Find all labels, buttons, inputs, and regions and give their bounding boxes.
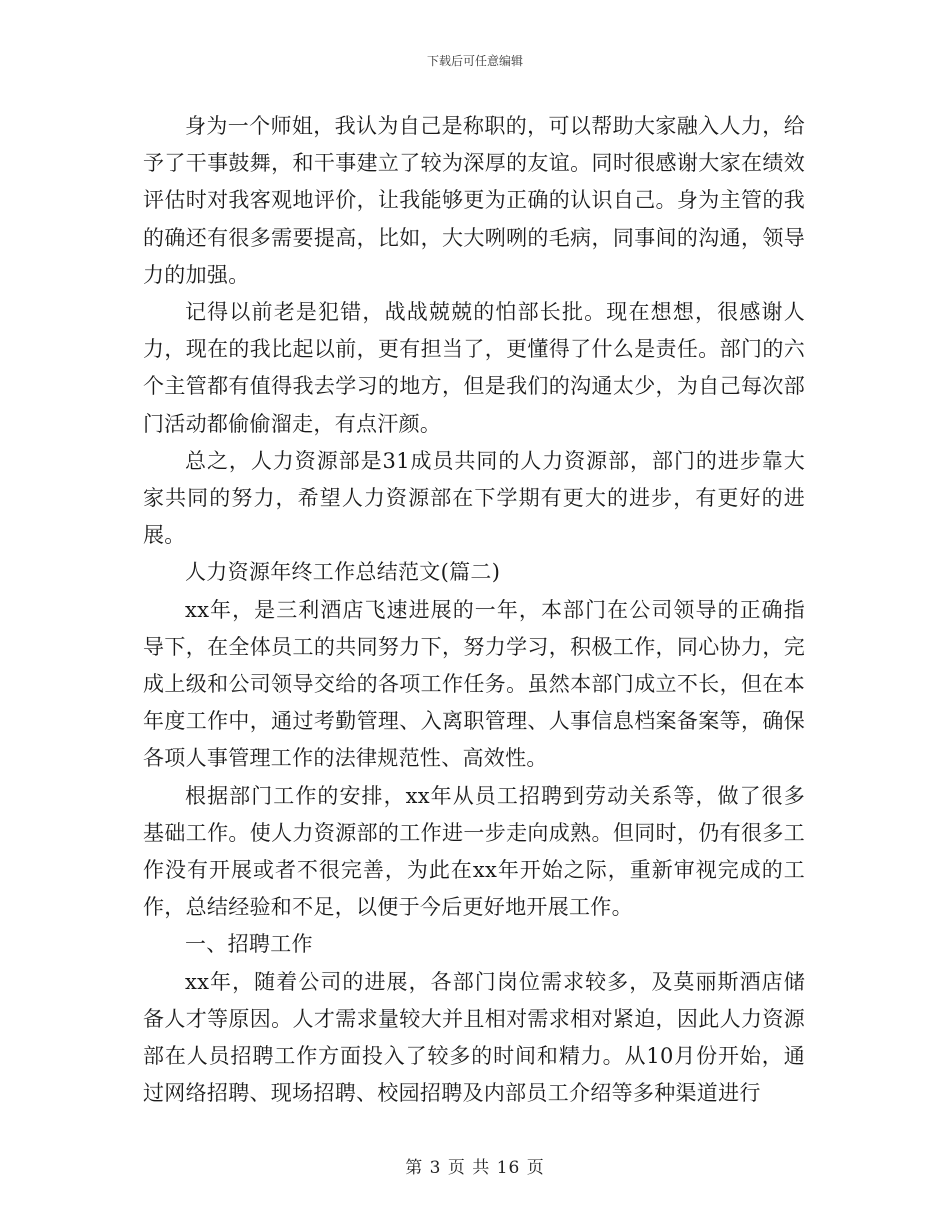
section-heading: 一、招聘工作: [185, 932, 313, 957]
paragraph: 身为一个师姐，我认为自己是称职的，可以帮助大家融入人力，给予了干事鼓舞，和干事建立了较为深厚的友谊。同时很感谢大家在绩效评估时对我客观地评价，让我能够更为正确的认识自己。身为主管的我的确还有很多需要提高，比如，大大咧咧的毛病，同事间的沟通，领导力的加强。: [143, 114, 805, 287]
paragraph: xx年，是三利酒店飞速进展的一年，本部门在公司领导的正确指导下，在全体员工的共同努力下，努力学习，积极工作，同心协力，完成上级和公司领导交给的各项工作任务。虽然本部门成立不长，但在本年度工作中，通过考勤管理、入离职管理、人事信息档案备案等，确保各项人事管理工作的法律规范性、高效性。: [143, 597, 805, 771]
paragraph: 记得以前老是犯错，战战兢兢的怕部长批。现在想想，很感谢人力，现在的我比起以前，更有担当了，更懂得了什么是责任。部门的六个主管都有值得我去学习的地方，但是我们的沟通太少，为自己每次部门活动都偷偷溜走，有点汗颜。: [143, 300, 805, 436]
paragraph: xx年，随着公司的进展，各部门岗位需求较多，及莫丽斯酒店储备人才等原因。人才需求量较大并且相对需求相对紧迫，因此人力资源部在人员招聘工作方面投入了较多的时间和精力。从10月份开始，通过网络招聘、现场招聘、校园招聘及内部员工介绍等多种渠道进行: [143, 969, 805, 1106]
paragraph: 根据部门工作的安排，xx年从员工招聘到劳动关系等，做了很多基础工作。使人力资源部的工作进一步走向成熟。但同时，仍有很多工作没有开展或者不很完善，为此在xx年开始之际，重新审视完成的工作，总结经验和不足，以便于今后更好地开展工作。: [143, 783, 805, 920]
document-body: [143, 108, 805, 1112]
paragraph: 总之，人力资源部是31成员共同的人力资源部，部门的进步靠大家共同的努力，希望人力资源部在下学期有更大的进步，有更好的进展。: [143, 448, 805, 548]
page-number: 第 3 页 共 16 页: [405, 1158, 545, 1178]
section-heading: 人力资源年终工作总结范文(篇二): [185, 560, 501, 585]
download-note: 下载后可任意编辑: [426, 54, 523, 68]
